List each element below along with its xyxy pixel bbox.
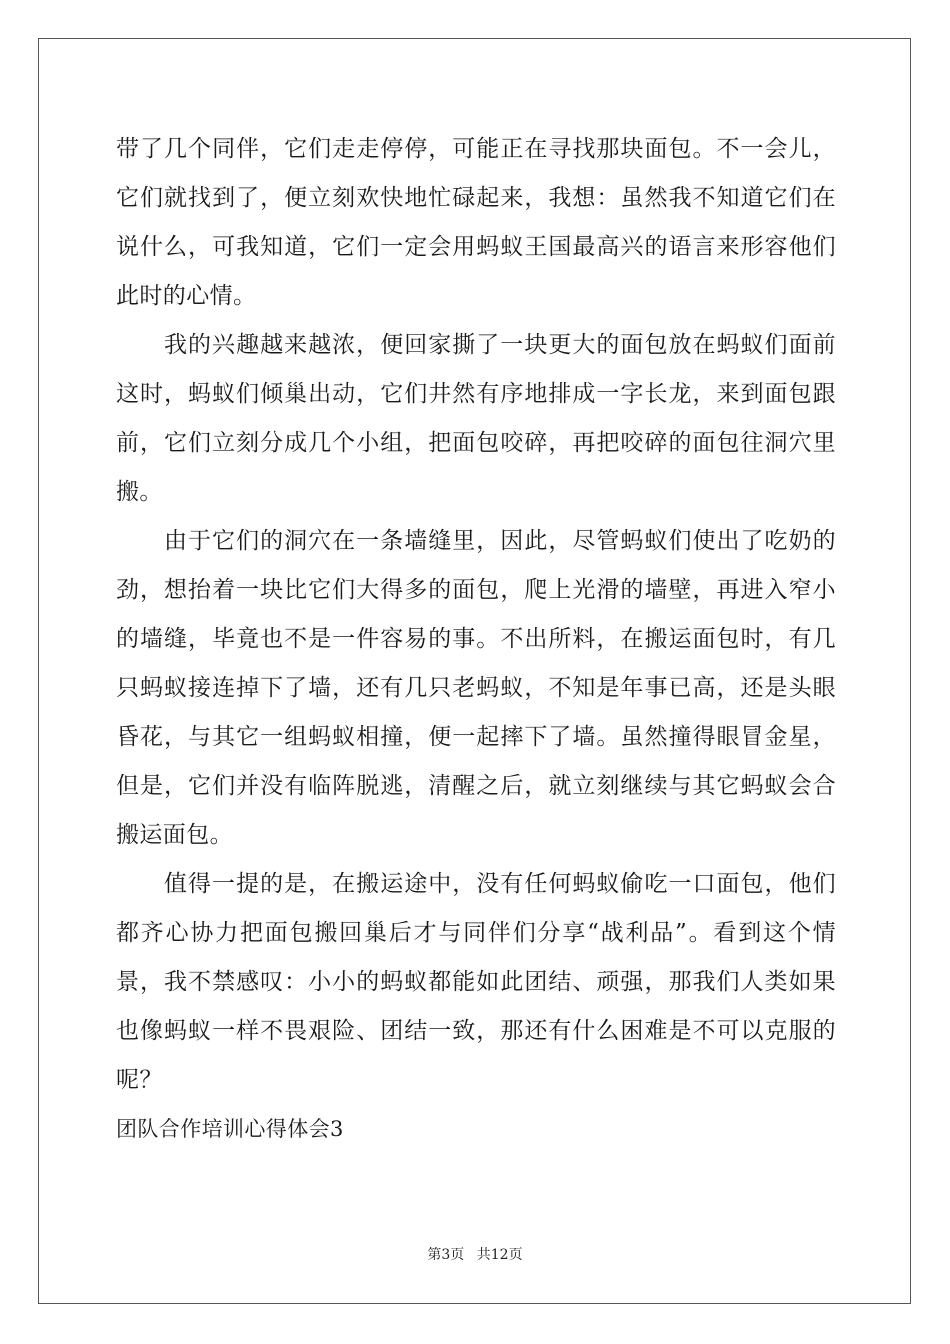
document-body bbox=[116, 125, 836, 1154]
paragraph-3: 由于它们的洞穴在一条墙缝里，因此，尽管蚂蚁们使出了吃奶的劲，想抬着一块比它们大得多的面包，爬上光滑的墙壁，再进入窄小的墙缝，毕竟也不是一件容易的事。不出所料，在搬运面包时，有几只蚂蚁接连掉下了墙，还有几只老蚂蚁，不知是年事已高，还是头眼昏花，与其它一组蚂蚁相撞，便一起摔下了墙。虽然撞得眼冒金星，但是，它们并没有临阵脱逃，清醒之后，就立刻继续与其它蚂蚁会合搬运面包。 bbox=[116, 528, 836, 848]
paragraph-1: 带了几个同伴，它们走走停停，可能正在寻找那块面包。不一会儿，它们就找到了，便立刻欢快地忙碌起来，我想：虽然我不知道它们在说什么，可我知道，它们一定会用蚂蚁王国最高兴的语言来形容他们此时的心情。 bbox=[116, 136, 836, 309]
paragraph-2: 我的兴趣越来越浓，便回家撕了一块更大的面包放在蚂蚁们面前这时，蚂蚁们倾巢出动，它们井然有序地排成一字长龙，来到面包跟前，它们立刻分成几个小组，把面包咬碎，再把咬碎的面包往洞穴里搬。 bbox=[116, 332, 836, 505]
page-number: 第3页 bbox=[427, 1247, 465, 1263]
page-footer bbox=[0, 1244, 950, 1264]
page-total: 共12页 bbox=[476, 1247, 523, 1263]
section-heading: 团队合作培训心得体会3 bbox=[116, 1117, 344, 1141]
paragraph-4: 值得一提的是，在搬运途中，没有任何蚂蚁偷吃一口面包，他们都齐心协力把面包搬回巢后才与同伴们分享“战利品”。看到这个情景，我不禁感叹：小小的蚂蚁都能如此团结、顽强，那我们人类如果也像蚂蚁一样不畏艰险、团结一致，那还有什么困难是不可以克服的呢？ bbox=[116, 871, 836, 1093]
